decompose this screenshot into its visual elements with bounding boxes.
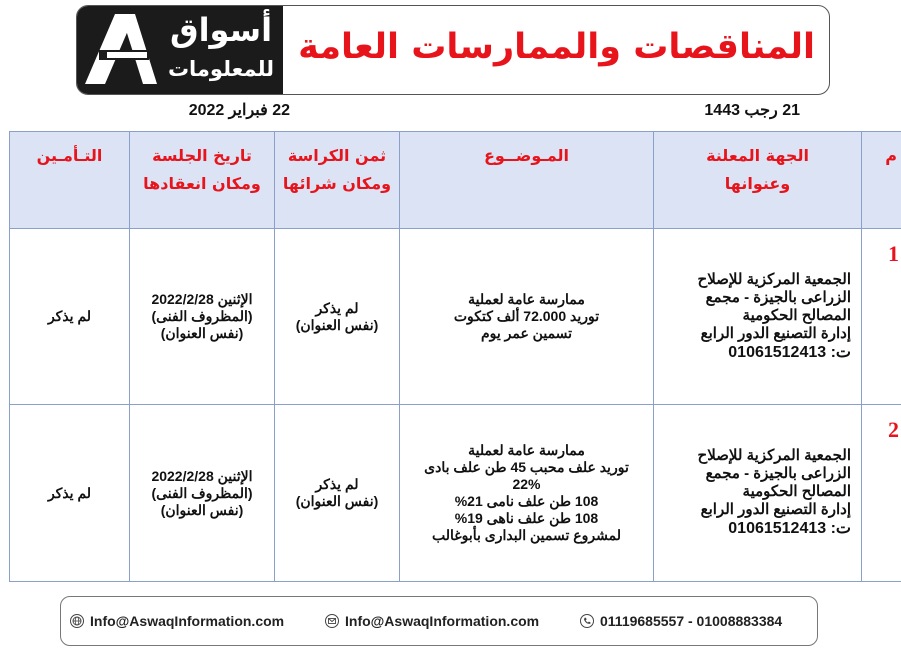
email-text: Info@AswaqInformation.com — [345, 613, 540, 629]
footer-phones[interactable] — [580, 612, 782, 630]
logo-text-top: أسواق — [169, 11, 273, 49]
header-num: م — [862, 132, 901, 229]
tenders-table — [9, 131, 901, 582]
table-row — [10, 405, 901, 582]
row-number: 2 — [862, 405, 901, 582]
phone-icon — [580, 614, 594, 628]
row-entity: الجمعية المركزية للإصلاح الزراعى بالجيزة - مجمع المصالح الحكومية إدارة التصنيع الدور الرابع ت: 01061512413 — [654, 405, 862, 582]
header-subject: المـوضــوع — [400, 132, 654, 229]
footer-website[interactable] — [70, 612, 284, 630]
globe-icon — [70, 614, 84, 628]
header-insurance: التـأمـين — [10, 132, 130, 229]
date-hijri: 21 رجب 1443 — [704, 102, 800, 119]
row-session: الإثنين 2022/2/28 (المظروف الفنى) (نفس العنوان) — [130, 228, 275, 405]
logo-text-bottom: للمعلومات — [167, 57, 275, 81]
entity-phone: ت: 01061512413 — [728, 520, 851, 538]
footer-email[interactable] — [325, 612, 539, 630]
phones-text: 01119685557 - 01008883384 — [600, 613, 783, 629]
row-price: لم يذكر (نفس العنوان) — [275, 228, 400, 405]
table-header-row — [10, 132, 901, 229]
header-price: ثمن الكراسة ومكان شرائها — [275, 132, 400, 229]
logo-a-mark-icon — [77, 6, 165, 94]
envelope-icon — [325, 614, 339, 628]
row-price: لم يذكر (نفس العنوان) — [275, 405, 400, 582]
row-insurance: لم يذكر — [10, 228, 130, 405]
entity-phone: ت: 01061512413 — [728, 343, 851, 361]
table-row — [10, 228, 901, 405]
website-text: Info@AswaqInformation.com — [90, 613, 285, 629]
row-subject: ممارسة عامة لعملية توريد 72.000 ألف كتكوت تسمين عمر يوم — [400, 228, 654, 405]
row-subject: ممارسة عامة لعملية توريد علف محبب 45 طن علف بادى 22% 108 طن علف نامى 21% 108 طن علف ناهى 19% لمشروع تسمين البدارى بأبوغالب — [400, 405, 654, 582]
aswaq-logo — [77, 6, 283, 94]
header-session: تاريخ الجلسة ومكان انعقادها — [130, 132, 275, 229]
header-entity: الجهة المعلنة وعنوانها — [654, 132, 862, 229]
page-title: المناقصات والممارسات العامة — [298, 27, 815, 67]
row-number: 1 — [862, 228, 901, 405]
row-session: الإثنين 2022/2/28 (المظروف الفنى) (نفس العنوان) — [130, 405, 275, 582]
row-entity: الجمعية المركزية للإصلاح الزراعى بالجيزة - مجمع المصالح الحكومية إدارة التصنيع الدور الرابع ت: 01061512413 — [654, 228, 862, 405]
row-insurance: لم يذكر — [10, 405, 130, 582]
date-gregorian: 22 فبراير 2022 — [188, 102, 290, 119]
